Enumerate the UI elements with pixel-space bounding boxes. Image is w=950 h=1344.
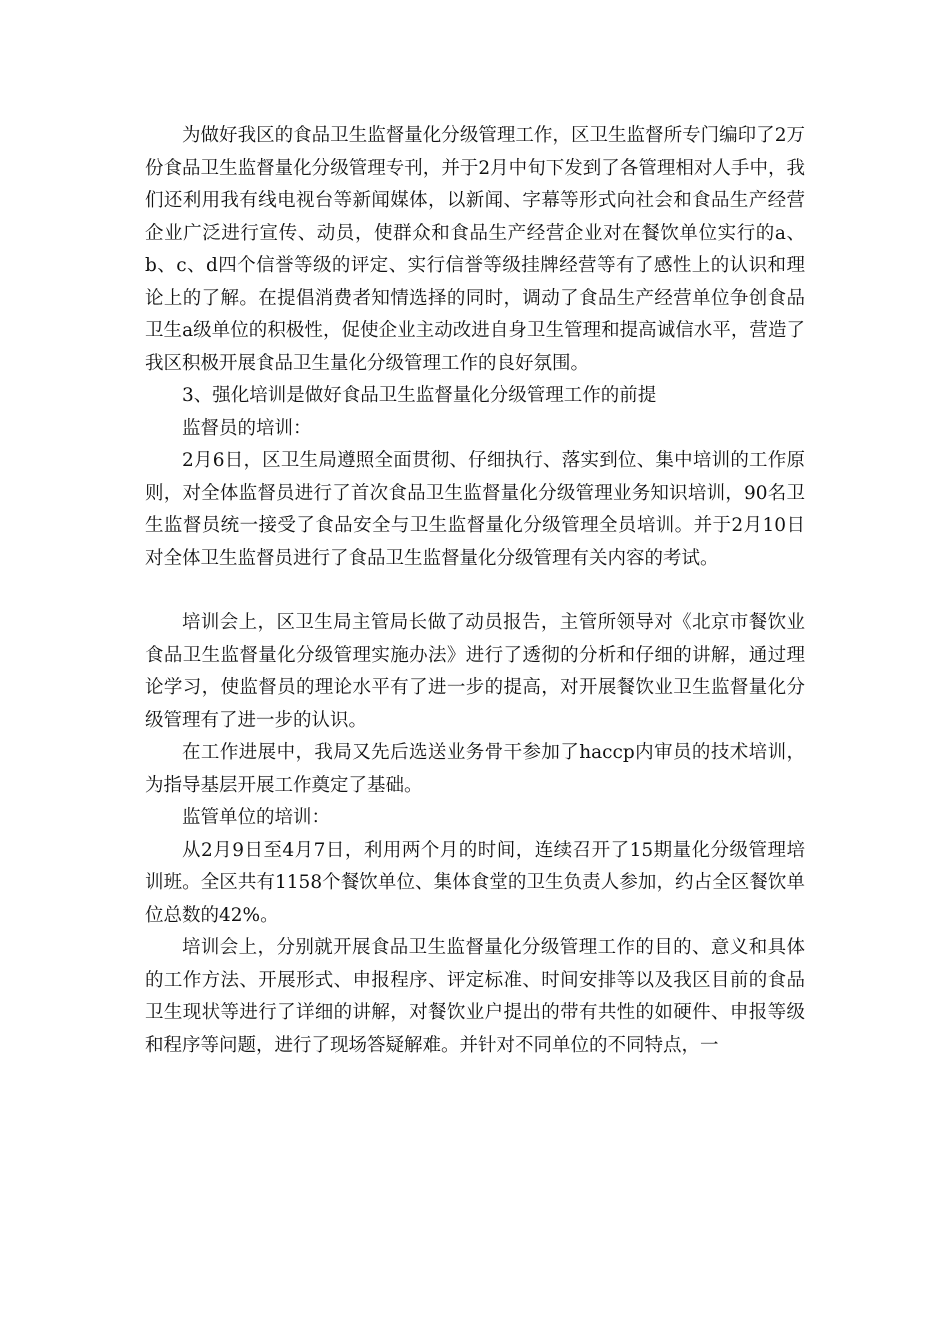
- paragraph-publicity: 为做好我区的食品卫生监督量化分级管理工作，区卫生监督所专门编印了2万份食品卫生监督量化分级管理专刊，并于2月中旬下发到了各管理相对人手中，我们还利用我有线电视台等新闻媒体，以新闻、字幕等形式向社会和食品生产经营企业广泛进行宣传、动员，使群众和食品生产经营企业对在餐饮单位实行的a、b、c、d四个信誉等级的评定、实行信誉等级挂牌经营等有了感性上的认识和理论上的了解。在提倡消费者知情选择的同时，调动了食品生产经营单位争创食品卫生a级单位的积极性，促使企业主动改进自身卫生管理和提高诚信水平，营造了我区积极开展食品卫生量化分级管理工作的良好氛围。: [145, 125, 805, 374]
- paragraph-unit-training-meeting: 培训会上，分别就开展食品卫生监督量化分级管理工作的目的、意义和具体的工作方法、开展形式、申报程序、评定标准、时间安排等以及我区目前的食品卫生现状等进行了详细的讲解，对餐饮业户提出的带有共性的如硬件、申报等级和程序等问题，进行了现场答疑解难。并针对不同单位的不同特点，一: [145, 937, 805, 1056]
- paragraph-training-meeting: 培训会上，区卫生局主管局长做了动员报告，主管所领导对《北京市餐饮业食品卫生监督量化分级管理实施办法》进行了透彻的分析和仔细的讲解，通过理论学习，使监督员的理论水平有了进一步的提高，对开展餐饮业卫生监督量化分级管理有了进一步的认识。: [145, 612, 805, 731]
- paragraph-spacer: [145, 575, 805, 607]
- paragraph-supervisor-training: 2月6日，区卫生局遵照全面贯彻、仔细执行、落实到位、集中培训的工作原则，对全体监督员进行了首次食品卫生监督量化分级管理业务知识培训，90名卫生监督员统一接受了食品安全与卫生监督量化分级管理全员培训。并于2月10日对全体卫生监督员进行了食品卫生监督量化分级管理有关内容的考试。: [145, 450, 805, 569]
- document-body: [145, 120, 805, 1062]
- paragraph-haccp: 在工作进展中，我局又先后选送业务骨干参加了haccp内审员的技术培训，为指导基层开展工作奠定了基础。: [145, 742, 805, 796]
- paragraph-heading-training: 3、强化培训是做好食品卫生监督量化分级管理工作的前提: [182, 385, 657, 406]
- paragraph-supervisor-training-label: 监督员的培训：: [182, 417, 312, 439]
- paragraph-unit-training: 从2月9日至4月7日，利用两个月的时间，连续召开了15期量化分级管理培训班。全区共有1158个餐饮单位、集体食堂的卫生负责人参加，约占全区餐饮单位总数的42%。: [145, 839, 805, 926]
- paragraph-unit-training-label: 监管单位的培训：: [182, 807, 331, 828]
